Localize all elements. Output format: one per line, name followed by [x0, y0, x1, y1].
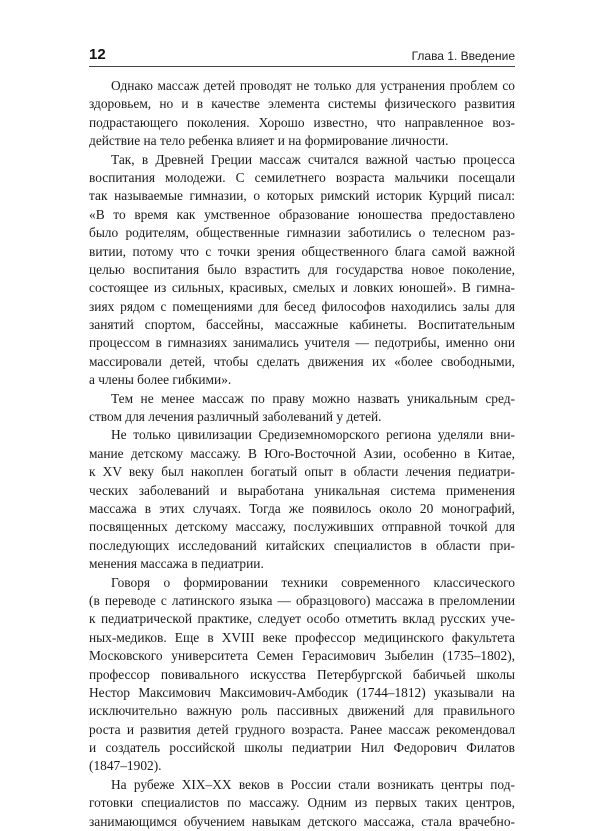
text-line: посвященных детскому массажу, послуживших отправной точкой для: [89, 519, 515, 535]
text-line: Московского университета Семен Герасимович Зыбелин (1735–1802),: [89, 648, 515, 664]
text-line: процессом в гимназиях занимались учителя — педотрибы, именно они: [89, 335, 515, 351]
text-line: состоящее из сильных, красивых, смелых и ловких юношей». В гимна-: [89, 280, 515, 296]
text-line: последующих исследований китайских специалистов в области при-: [89, 537, 515, 553]
text-line: Так, в Древней Греции массаж считался важной частью процесса: [111, 151, 515, 167]
text-line: было родителям, общественные гимназии заботились о телесном раз-: [89, 225, 515, 241]
text-line: ных-медиков. Еще в XVIII веке профессор медицинского факультета: [89, 629, 515, 645]
body-text: [89, 77, 515, 831]
text-line: ством для лечения различный заболеваний у детей.: [89, 409, 382, 425]
text-line: Тем не менее массаж по праву можно назвать уникальным сред-: [111, 390, 515, 406]
paragraph: [89, 151, 515, 390]
paragraph: [89, 77, 515, 151]
text-line: к педиатрической практике, следует особо отметить вклад русских уче-: [89, 611, 515, 627]
header-divider: [89, 66, 515, 67]
text-line: воспитания молодежи. С семилетнего возраста мальчики посещали: [89, 169, 515, 185]
text-line: так называемые гимназии, о которых римский историк Курций писал:: [89, 188, 515, 204]
text-line: ческих заболеваний и выработана уникальная система применения: [89, 482, 515, 498]
text-line: действие на тело ребенка влияет и на формирование личности.: [89, 133, 449, 149]
page-number: 12: [89, 46, 106, 63]
text-line: мание детскому массажу. В Юго-Восточной Азии, особенно в Китае,: [89, 445, 515, 461]
text-line: здоровьем, но и в качестве элемента системы физического развития: [89, 96, 515, 112]
text-line: к XV веку был накоплен богатый опыт в области лечения педиатри-: [89, 464, 515, 480]
text-line: (в переводе с латинского языка — образцового) массажа в преломлении: [89, 592, 515, 608]
text-line: Однако массаж детей проводят не только для устранения проблем со: [111, 78, 515, 93]
paragraph: [89, 426, 515, 573]
text-line: занимающимся обучением навыкам детского массажа, стала врачебно-: [89, 813, 515, 829]
text-line: и создатель российской школы педиатрии Нил Федорович Филатов: [89, 740, 515, 756]
text-line: готовки специалистов по массажу. Одним из первых таких центров,: [89, 795, 515, 811]
text-line: профессор повивального искусства Петербургской бабичьей школы: [89, 666, 515, 682]
text-line: занятий спортом, бассейны, массажные кабинеты. Воспитательным: [89, 317, 515, 333]
text-line: зиях рядом с помещениями для бесед философов находились залы для: [89, 298, 515, 314]
text-line: витии, потому что с точки зрения общественного блага самой важной: [89, 243, 515, 259]
text-line: «В то время как умственное образование юношества предоставлено: [89, 206, 515, 222]
text-line: массажа в этих случаях. Тогда же появилось около 20 монографий,: [89, 500, 515, 516]
paragraph: [89, 776, 515, 831]
text-line: Говоря о формировании техники современного классического: [111, 574, 515, 590]
page-header: [89, 46, 515, 68]
text-line: На рубеже XIX–XX веков в России стали возникать центры под-: [111, 776, 515, 792]
text-line: подрастающего поколения. Хорошо известно, что направленное воз-: [89, 114, 515, 130]
text-line: исключительно важную роль пассивных движений для правильного: [89, 703, 515, 719]
text-line: (1847–1902).: [89, 758, 162, 774]
text-line: массировали детей, чтобы сделать движения их «более свободными,: [89, 353, 515, 369]
text-line: Нестор Максимович Максимович-Амбодик (1744–1812) указывали на: [89, 684, 515, 700]
text-line: менения массажа в педиатрии.: [89, 556, 264, 572]
paragraph: [89, 574, 515, 776]
text-line: роста и развития детей грудного возраста. Ранее массаж рекомендовал: [89, 721, 515, 737]
chapter-running-head: Глава 1. Введение: [411, 49, 515, 63]
paragraph: [89, 390, 515, 427]
text-line: а члены более гибкими».: [89, 372, 232, 388]
text-line: Не только цивилизации Средиземноморского региона уделяли вни-: [111, 427, 515, 443]
text-line: целью воспитания было взрастить для государства новое поколение,: [89, 261, 515, 277]
